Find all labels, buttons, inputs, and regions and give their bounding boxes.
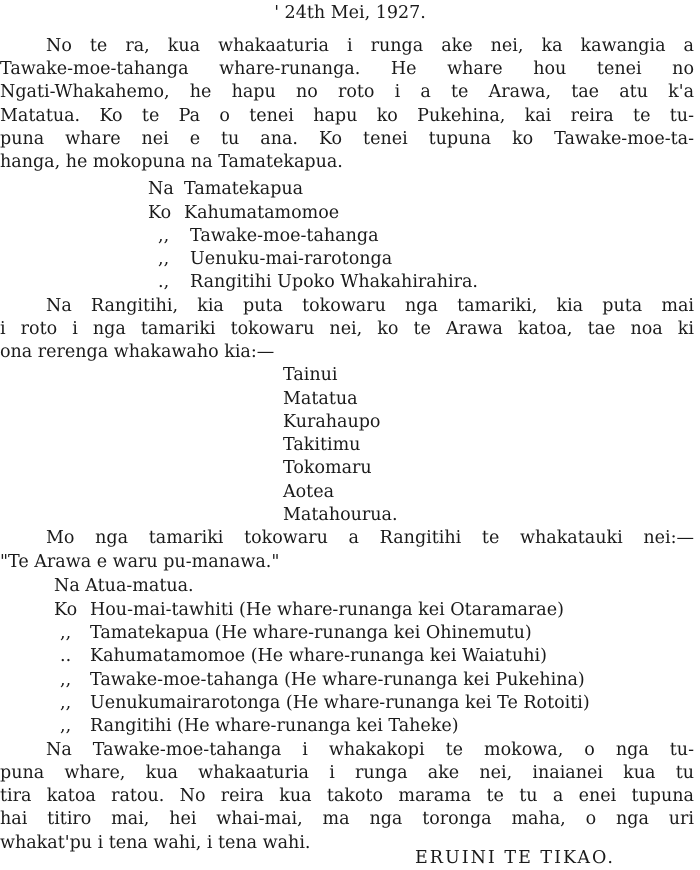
canoe-name: Aotea [283,481,334,502]
paragraph3-line: "Te Arawa e waru pu-manawa." [0,551,280,572]
genealogy-mark: ., [158,272,170,293]
canoe-name: Tokomaru [283,458,372,479]
paragraph4-line: hai titiro mai, hei whai-mai, ma nga toronga maha, o nga uri [0,809,694,830]
ancestor-item [54,598,564,622]
ancestor-item [60,668,585,692]
genealogy-mark: ,, [158,249,170,270]
genealogy-item [158,224,379,248]
ancestor-mark: .. [60,646,72,667]
genealogy-item [148,201,339,225]
canoe-name: Kurahaupo [283,411,381,432]
paragraph3-line: Mo nga tamariki tokowaru a Rangitihi te whakatauki nei:— [46,528,694,549]
paragraph1-line: No te ra, kua whakaaturia i runga ake nei, ka kawangia a [46,35,694,56]
genealogy-name: Rangitihi Upoko Whakahirahira. [190,272,478,293]
paragraph2-line: i roto i nga tamariki tokowaru nei, ko te Arawa katoa, tae noa ki [0,318,694,339]
genealogy-name: Uenuku-mai-rarotonga [190,249,393,270]
ancestor-text: Rangitihi (He whare-runanga kei Taheke) [90,716,459,737]
ancestor-text: Hou-mai-tawhiti (He whare-runanga kei Otaramarae) [90,599,564,620]
ancestor-item [60,691,590,715]
ancestor-item [60,714,459,738]
letter-date: ' 24th Mei, 1927. [274,3,426,23]
paragraph2-line: ona rerenga whakawaho kia:— [0,342,275,363]
canoe-name: Takitimu [283,435,361,456]
paragraph4-line: puna whare, kua whakaaturia i runga ake nei, inaianei kua tu [0,762,694,783]
genealogy-mark: ,, [158,225,170,246]
signature: ERUINI TE TIKAO. [415,848,615,868]
ancestor-mark: ,, [60,716,72,737]
paragraph1-line: hanga, he mokopuna na Tamatekapua. [0,152,343,173]
paragraph1-line: Matatua. Ko te Pa o tenei hapu ko Pukehina, kai reira te tu- [0,105,694,126]
genealogy-name: Tawake-moe-tahanga [190,225,379,246]
paragraph4-line: whakat'pu i tena wahi, i tena wahi. [0,832,311,853]
ancestor-mark: ,, [60,669,72,690]
ancestor-text: Uenukumairarotonga (He whare-runanga kei Te Rotoiti) [90,692,590,713]
ancestor-mark: ,, [60,623,72,644]
genealogy-item [158,247,392,271]
ancestor-mark: ,, [60,692,72,713]
genealogy-mark: Na [148,179,174,200]
ancestor-item [60,621,532,645]
paragraph4-line: Na Tawake-moe-tahanga i whakakopi te mokowa, o nga tu- [46,739,694,760]
genealogy-item [148,177,303,201]
paragraph1-line: Tawake-moe-tahanga whare-runanga. He whare hou tenei no [0,59,694,80]
ancestor-text: Kahumatamomoe (He whare-runanga kei Waiatuhi) [90,646,547,667]
ancestor-item [60,644,547,668]
paragraph1-line: Ngati-Whakahemo, he hapu no roto i a te Arawa, tae atu k'a [0,82,694,103]
genealogy-item [158,270,478,294]
canoe-name: Matahourua. [283,504,398,525]
canoe-name: Matatua [283,388,358,409]
genealogy-name: Tamatekapua [184,179,304,200]
paragraph1-line: puna whare nei e tu ana. Ko tenei tupuna ko Tawake-moe-ta- [0,128,694,149]
ancestor-text: Tawake-moe-tahanga (He whare-runanga kei Pukehina) [90,669,585,690]
canoe-name: Tainui [283,365,338,386]
ancestor-mark: Ko [54,599,78,620]
genealogy-mark: Ko [148,202,172,223]
paragraph2-line: Na Rangitihi, kia puta tokowaru nga tamariki, kia puta mai [46,295,694,316]
genealogy-name: Kahumatamomoe [184,202,340,223]
atua-heading: Na Atua-matua. [54,575,194,596]
paragraph4-line: tira katoa ratou. No reira kua takoto marama te tu a enei tupuna [0,786,694,806]
ancestor-text: Tamatekapua (He whare-runanga kei Ohinemutu) [90,623,532,644]
